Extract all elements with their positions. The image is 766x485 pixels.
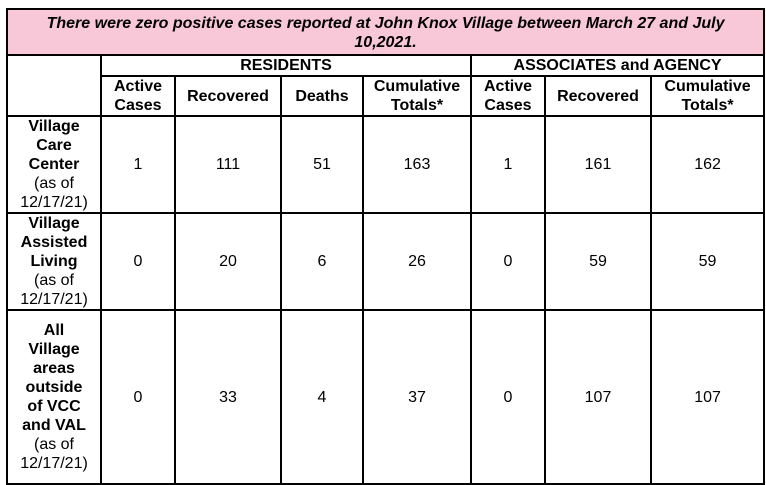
residents-cumulative-cell: 37 — [363, 310, 471, 484]
associates-active-cases-header: Active Cases — [471, 76, 545, 116]
associates-active-cases-cell: 0 — [471, 310, 545, 484]
residents-recovered-header: Recovered — [175, 76, 281, 116]
corner-cell — [7, 55, 101, 116]
row-location-name: Village Assisted Living — [20, 215, 88, 270]
associates-active-cases-cell: 0 — [471, 213, 545, 310]
associates-group-header: ASSOCIATES and AGENCY — [471, 55, 764, 76]
associates-recovered-header: Recovered — [545, 76, 651, 116]
associates-recovered-cell: 107 — [545, 310, 651, 484]
row-label — [7, 213, 101, 310]
table-row — [7, 213, 764, 310]
covid-case-table — [6, 8, 765, 485]
row-location-name: All Village areas outside of VCC and VAL — [22, 322, 86, 434]
residents-active-cases-header: Active Cases — [101, 76, 175, 116]
residents-cumulative-cell: 26 — [363, 213, 471, 310]
associates-cumulative-cell: 59 — [651, 213, 764, 310]
residents-group-header: RESIDENTS — [101, 55, 471, 76]
residents-cumulative-header: Cumulative Totals* — [363, 76, 471, 116]
associates-cumulative-cell: 162 — [651, 116, 764, 213]
row-label — [7, 116, 101, 213]
table-row — [7, 116, 764, 213]
residents-cumulative-cell: 163 — [363, 116, 471, 213]
row-as-of-date: (as of 12/17/21) — [20, 436, 88, 472]
associates-recovered-cell: 161 — [545, 116, 651, 213]
residents-recovered-cell: 111 — [175, 116, 281, 213]
associates-cumulative-cell: 107 — [651, 310, 764, 484]
residents-deaths-cell: 51 — [281, 116, 363, 213]
residents-active-cases-cell: 1 — [101, 116, 175, 213]
residents-deaths-cell: 6 — [281, 213, 363, 310]
row-as-of-date: (as of 12/17/21) — [20, 272, 88, 308]
row-label — [7, 310, 101, 484]
residents-deaths-header: Deaths — [281, 76, 363, 116]
residents-active-cases-cell: 0 — [101, 213, 175, 310]
residents-recovered-cell: 33 — [175, 310, 281, 484]
table-row — [7, 310, 764, 484]
notice-banner: There were zero positive cases reported at John Knox Village between March 27 and July 10,2021. — [7, 9, 764, 55]
associates-cumulative-header: Cumulative Totals* — [651, 76, 764, 116]
row-as-of-date: (as of 12/17/21) — [20, 175, 88, 211]
residents-recovered-cell: 20 — [175, 213, 281, 310]
associates-recovered-cell: 59 — [545, 213, 651, 310]
row-location-name: Village Care Center — [28, 118, 80, 173]
associates-active-cases-cell: 1 — [471, 116, 545, 213]
residents-active-cases-cell: 0 — [101, 310, 175, 484]
residents-deaths-cell: 4 — [281, 310, 363, 484]
covid-case-table-container — [6, 8, 763, 485]
